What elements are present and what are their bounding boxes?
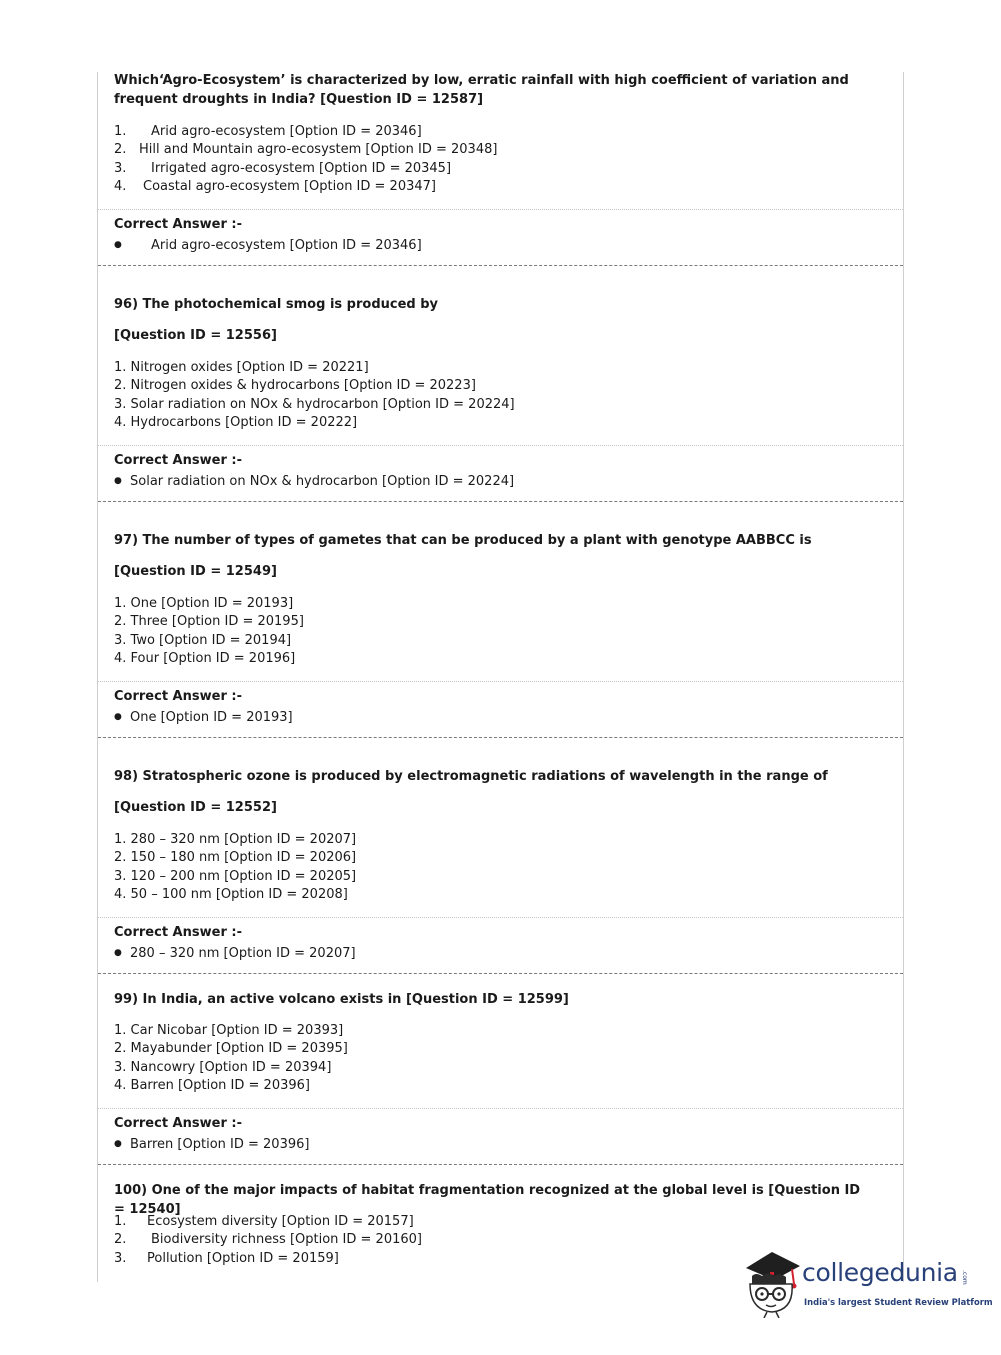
q97-option-4: 4. Four [Option ID = 20196] [114, 651, 296, 666]
bullet-icon: ● [114, 240, 122, 250]
option-number: 3. [114, 161, 127, 176]
q100-option-2 [114, 1232, 422, 1247]
q99-option-2: 2. Mayabunder [Option ID = 20395] [114, 1041, 348, 1056]
option-text: Biodiversity richness [Option ID = 20160] [151, 1232, 422, 1247]
q95-answer-label: Correct Answer :- [114, 217, 242, 232]
q96-answer-label: Correct Answer :- [114, 453, 242, 468]
q98-option-1: 1. 280 – 320 nm [Option ID = 20207] [114, 832, 357, 847]
q98-answer [114, 946, 356, 961]
question-separator [98, 973, 903, 974]
option-number: 2. [114, 142, 127, 157]
q95-option-1 [114, 124, 422, 139]
option-text: Ecosystem diversity [Option ID = 20157] [147, 1214, 414, 1229]
divider [98, 209, 903, 210]
question-separator [98, 1164, 903, 1165]
option-text: Hill and Mountain agro-ecosystem [Option ID = 20348] [139, 142, 498, 157]
q96-answer [114, 474, 514, 489]
option-number: 4. [114, 179, 127, 194]
option-number: 1. [114, 124, 127, 139]
question-separator [98, 501, 903, 502]
answer-text: Barren [Option ID = 20396] [130, 1137, 310, 1152]
answer-text: One [Option ID = 20193] [130, 710, 293, 725]
answer-text: 280 – 320 nm [Option ID = 20207] [130, 946, 356, 961]
answer-text: Arid agro-ecosystem [Option ID = 20346] [151, 238, 422, 253]
option-text: Arid agro-ecosystem [Option ID = 20346] [151, 124, 422, 139]
question-separator [98, 265, 903, 266]
logo-tagline: India's largest Student Review Platform [804, 1297, 993, 1307]
q97-answer [114, 710, 293, 725]
q95-option-2 [114, 142, 497, 157]
option-text: Pollution [Option ID = 20159] [147, 1251, 339, 1266]
question-97-id: [Question ID = 12549] [114, 564, 277, 579]
q99-option-3: 3. Nancowry [Option ID = 20394] [114, 1060, 332, 1075]
question-99-title: 99) In India, an active volcano exists in [Question ID = 12599] [114, 992, 569, 1007]
bullet-icon: ● [114, 1139, 122, 1149]
logo-domain-suffix: .com [961, 1270, 968, 1285]
mascot-icon [742, 1250, 804, 1318]
option-number: 1. [114, 1214, 127, 1229]
q100-option-1 [114, 1214, 414, 1229]
bullet-icon: ● [114, 712, 122, 722]
q99-answer-label: Correct Answer :- [114, 1116, 242, 1131]
q97-option-2: 2. Three [Option ID = 20195] [114, 614, 304, 629]
q95-option-3 [114, 161, 451, 176]
q98-answer-label: Correct Answer :- [114, 925, 242, 940]
document-frame [97, 72, 904, 1282]
q98-option-4: 4. 50 – 100 nm [Option ID = 20208] [114, 887, 348, 902]
q96-option-2: 2. Nitrogen oxides & hydrocarbons [Option ID = 20223] [114, 378, 476, 393]
divider [98, 445, 903, 446]
q99-option-4: 4. Barren [Option ID = 20396] [114, 1078, 310, 1093]
question-separator [98, 737, 903, 738]
q97-option-3: 3. Two [Option ID = 20194] [114, 633, 292, 648]
answer-text: Solar radiation on NOx & hydrocarbon [Option ID = 20224] [130, 474, 515, 489]
option-number: 3. [114, 1251, 127, 1266]
bullet-icon: ● [114, 948, 122, 958]
question-100-title: 100) One of the major impacts of habitat fragmentation recognized at the global level is [Question ID = 12540] [114, 1183, 861, 1217]
q97-answer-label: Correct Answer :- [114, 689, 242, 704]
logo-wordmark: collegedunia [802, 1258, 958, 1287]
bullet-icon: ● [114, 476, 122, 486]
q96-option-3: 3. Solar radiation on NOx & hydrocarbon [Option ID = 20224] [114, 397, 515, 412]
q96-option-1: 1. Nitrogen oxides [Option ID = 20221] [114, 360, 369, 375]
q95-option-4 [114, 179, 436, 194]
q99-option-1: 1. Car Nicobar [Option ID = 20393] [114, 1023, 344, 1038]
divider [98, 681, 903, 682]
option-text: Coastal agro-ecosystem [Option ID = 20347] [143, 179, 436, 194]
question-98-title: 98) Stratospheric ozone is produced by electromagnetic radiations of wavelength in the range of [114, 769, 828, 784]
option-text: Irrigated agro-ecosystem [Option ID = 20345] [151, 161, 452, 176]
collegedunia-logo [742, 1250, 993, 1318]
q98-option-3: 3. 120 – 200 nm [Option ID = 20205] [114, 869, 357, 884]
question-97-title: 97) The number of types of gametes that can be produced by a plant with genotype AABBCC is [114, 533, 812, 548]
question-95-title: Which‘Agro-Ecosystem’ is characterized by low, erratic rainfall with high coefficient of variation and frequent droughts in India? [Question ID = 12587] [114, 73, 849, 107]
q97-option-1: 1. One [Option ID = 20193] [114, 596, 294, 611]
q100-option-3 [114, 1251, 339, 1266]
divider [98, 917, 903, 918]
question-96-title: 96) The photochemical smog is produced by [114, 297, 439, 312]
q96-option-4: 4. Hydrocarbons [Option ID = 20222] [114, 415, 358, 430]
q98-option-2: 2. 150 – 180 nm [Option ID = 20206] [114, 850, 357, 865]
q95-answer [114, 238, 422, 253]
question-98-id: [Question ID = 12552] [114, 800, 277, 815]
q99-answer [114, 1137, 309, 1152]
option-number: 2. [114, 1232, 127, 1247]
question-96-id: [Question ID = 12556] [114, 328, 277, 343]
divider [98, 1108, 903, 1109]
